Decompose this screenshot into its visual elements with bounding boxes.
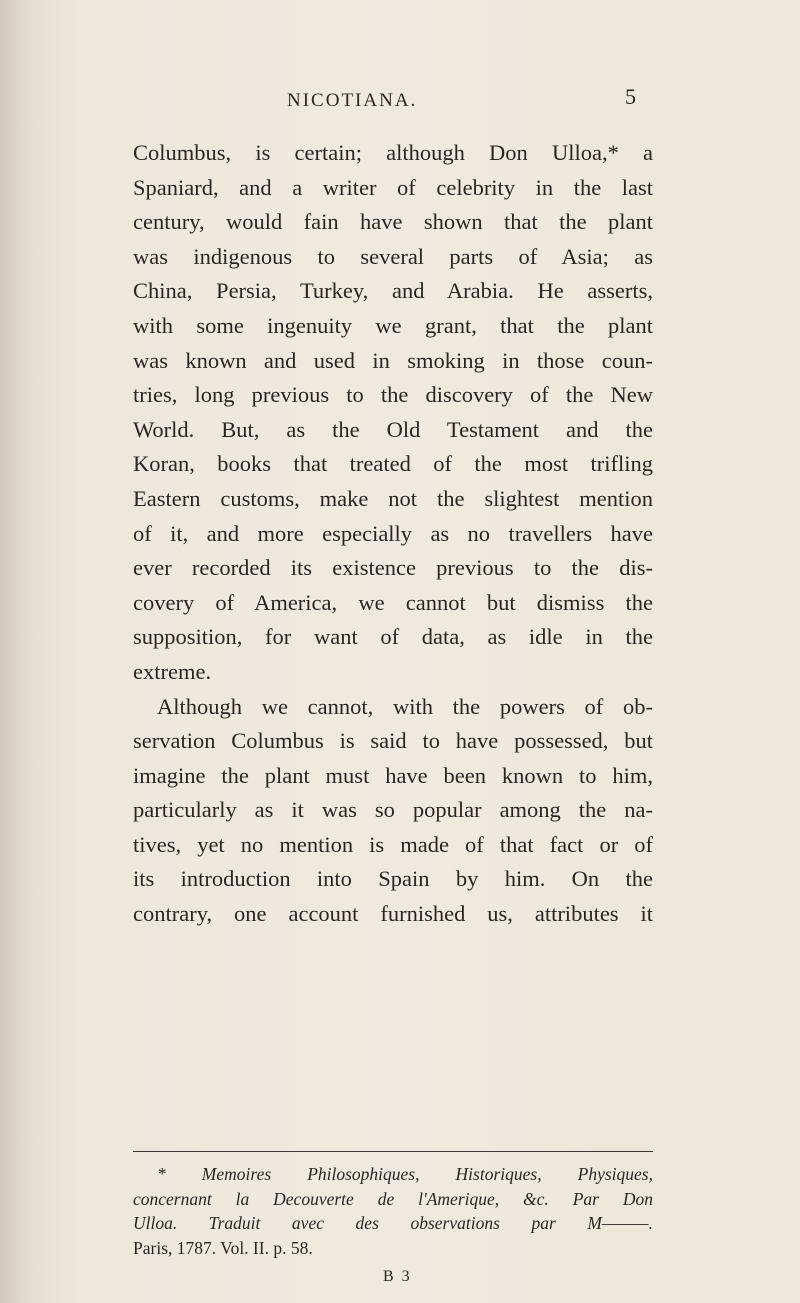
footnote-line: * Memoires Philosophiques, Historiques, Physiques, (157, 1164, 653, 1184)
text-line: supposition, for want of data, as idle in the (133, 624, 653, 650)
text-line: of it, and more especially as no travellers have (133, 520, 653, 546)
text-line: its introduction into Spain by him. On the (133, 866, 653, 892)
text-line: tries, long previous to the discovery of the New (133, 382, 653, 408)
text-line: tives, yet no mention is made of that fact or of (133, 831, 653, 857)
text-line: World. But, as the Old Testament and the (133, 416, 653, 442)
footnote-divider (133, 1151, 653, 1152)
text-line: Spaniard, and a writer of celebrity in the last (133, 174, 653, 200)
text-line: century, would fain have shown that the plant (133, 209, 653, 235)
page-header (0, 84, 800, 122)
footnote (133, 1162, 653, 1260)
footnote-line: concernant la Decouverte de l'Amerique, &c. Par Don (133, 1188, 653, 1209)
main-text (133, 136, 653, 932)
footnote-line: Paris, 1787. Vol. II. p. 58. (133, 1237, 313, 1258)
text-line: contrary, one account furnished us, attributes it (133, 901, 653, 927)
signature-row (0, 1268, 800, 1292)
text-line: China, Persia, Turkey, and Arabia. He asserts, (133, 278, 653, 304)
text-line: particularly as it was so popular among the na- (133, 797, 653, 823)
text-line: servation Columbus is said to have possessed, but (133, 728, 653, 754)
text-line: was indigenous to several parts of Asia; as (133, 243, 653, 269)
text-line: was known and used in smoking in those coun- (133, 347, 653, 373)
footnote-line: Ulloa. Traduit avec des observations par M———. (133, 1213, 653, 1233)
text-line: with some ingenuity we grant, that the plant (133, 312, 653, 338)
text-line: Although we cannot, with the powers of ob- (157, 693, 653, 719)
page-number: 5 (625, 84, 636, 109)
text-line: Columbus, is certain; although Don Ulloa,* a (133, 140, 653, 165)
text-line: ever recorded its existence previous to the dis- (133, 555, 653, 581)
text-line: covery of America, we cannot but dismiss the (133, 589, 653, 615)
text-line: imagine the plant must have been known to him, (133, 762, 653, 788)
signature-mark: B 3 (383, 1268, 412, 1285)
text-line: Koran, books that treated of the most trifling (133, 451, 653, 477)
text-line: extreme. (133, 658, 212, 684)
running-title: NICOTIANA. (287, 90, 418, 111)
text-line: Eastern customs, make not the slightest mention (133, 485, 653, 511)
